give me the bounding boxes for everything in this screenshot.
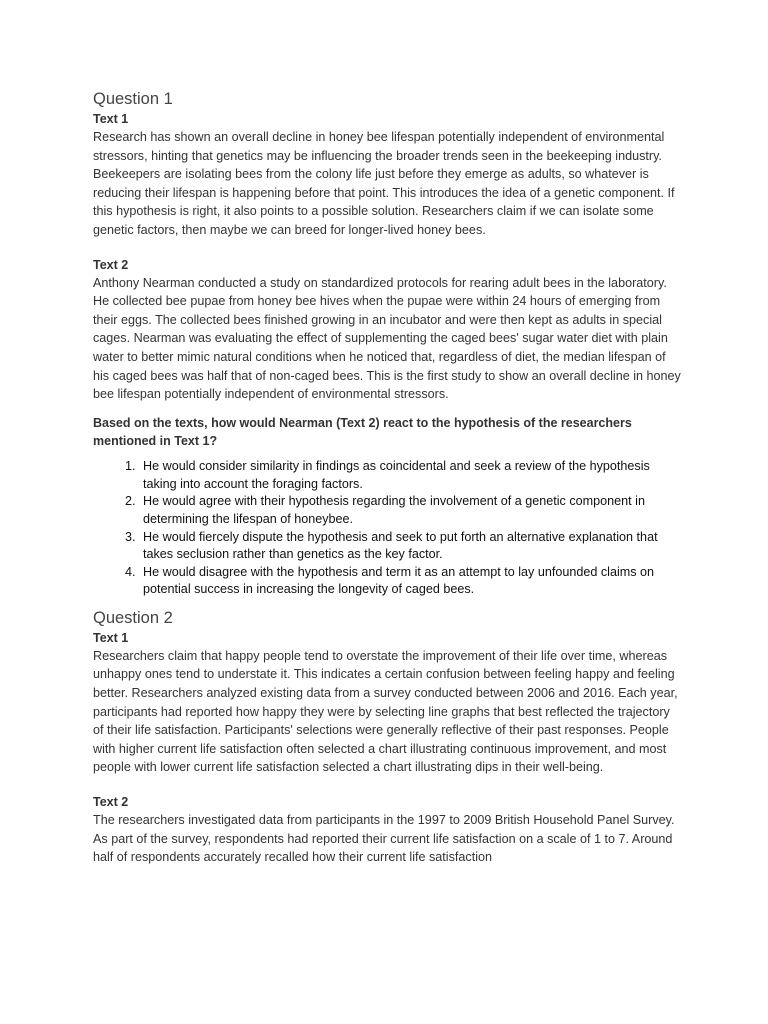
- q1-option-4: 4. He would disagree with the hypothesis and term it as an attempt to lay unfounded claims on potential success in increasing the longevity of caged bees.: [139, 564, 683, 599]
- q2-text1-heading: Text 1: [93, 630, 129, 645]
- q1-text2-body: Anthony Nearman conducted a study on standardized protocols for rearing adult bees in the laboratory. He collected bee pupae from honey bee hives when the pupae were within 24 hours of emerging from their eggs. The collected bees finished growing in an incubator and were then kept as adults in special cages. Nearman was evaluating the effect of supplementing the caged bees' sugar water diet with plain water to better mimic natural conditions when he noticed that, regardless of diet, the median lifespan of his caged bees was half that of non-caged bees. This is the first study to show an overall decline in honey bee lifespan potentially independent of environmental stressors.: [93, 275, 681, 402]
- q2-text1-body: Researchers claim that happy people tend to overstate the improvement of their life over time, whereas unhappy ones tend to understate it. This indicates a certain confusion between feeling happy and feeling better. Researchers analyzed existing data from a survey conducted between 2006 and 2016. Each year, participants had reported how happy they were by selecting line graphs that best reflected the trajectory of their life satisfaction. Participants' selections were generally reflective of their past responses. People with higher current life satisfaction often selected a chart illustrating continuous improvement, and most people with lower current life satisfaction selected a chart illustrating dips in their well-being.: [93, 648, 678, 775]
- q1-answer-options: [93, 458, 683, 599]
- question-2-heading: Question 2: [93, 608, 173, 627]
- q2-text2-body: The researchers investigated data from participants in the 1997 to 2009 British Household Panel Survey. As part of the survey, respondents had reported their current life satisfaction on a scale of 1 to 7. Around half of respondents accurately recalled how their current life satisfaction: [93, 813, 675, 865]
- question-1: [93, 88, 683, 599]
- q1-option-2: 2. He would agree with their hypothesis regarding the involvement of a genetic component in determining the lifespan of honeybee.: [139, 493, 683, 528]
- q1-question-prompt: Based on the texts, how would Nearman (Text 2) react to the hypothesis of the researchers mentioned in Text 1?: [93, 415, 632, 448]
- q1-text1-body: Research has shown an overall decline in honey bee lifespan potentially independent of environmental stressors, hinting that genetics may be influencing the broader trends seen in the beekeeping industry. Beekeepers are isolating bees from the colony life just before they emerge as adults, so whatever is reducing their lifespan is happening before that point. This introduces the idea of a genetic component. If this hypothesis is right, it also points to a possible solution. Researchers claim if we can isolate some genetic factors, then maybe we can breed for longer-lived honey bees.: [93, 130, 675, 237]
- q1-option-3: 3. He would fiercely dispute the hypothesis and seek to put forth an alternative explanation that takes seclusion rather than genetics as the key factor.: [139, 529, 683, 564]
- question-1-heading: Question 1: [93, 90, 173, 108]
- q1-text2-heading: Text 2: [93, 257, 129, 272]
- document-page: [93, 88, 683, 867]
- q1-option-1: 1. He would consider similarity in findings as coincidental and seek a review of the hypothesis taking into account the foraging factors.: [139, 458, 683, 493]
- q2-text2-heading: Text 2: [93, 795, 129, 810]
- q1-text1-heading: Text 1: [93, 112, 129, 126]
- question-2: [93, 607, 683, 867]
